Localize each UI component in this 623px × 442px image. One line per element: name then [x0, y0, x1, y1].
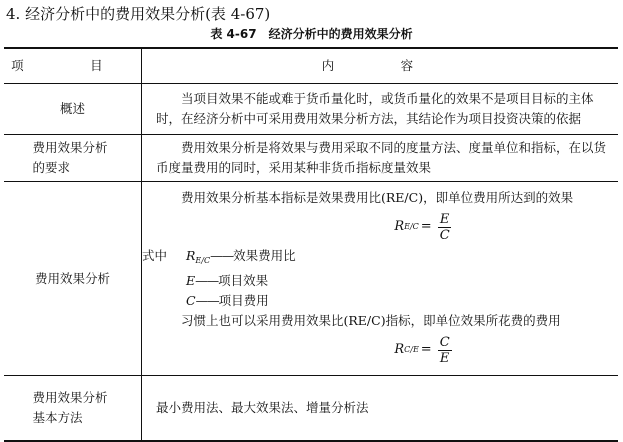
- row-label: 费用效果分析: [4, 182, 142, 376]
- table-row: [4, 135, 618, 182]
- header-item: 项 目: [4, 48, 142, 84]
- table-row: [4, 84, 618, 135]
- table-title: 经济分析中的费用效果分析: [268, 27, 413, 41]
- cost-effectiveness-table: [4, 47, 618, 442]
- table-header-row: [4, 48, 618, 84]
- row-label: 费用效果分析基本方法: [4, 376, 142, 442]
- row-content: [142, 182, 619, 376]
- outro-text: 习惯上也可以采用费用效果比(RE/C)指标，即单位效果所花费的费用: [181, 313, 561, 328]
- section-heading: 4. 经济分析中的费用效果分析(表 4-67): [6, 5, 271, 23]
- table-row: [4, 376, 618, 442]
- table-number: 表 4-67: [210, 27, 257, 41]
- header-content: 内 容: [142, 48, 619, 84]
- row-label: 费用效果分析的要求: [4, 135, 142, 182]
- row-content: 费用效果分析是将效果与费用采取不同的度量方法、度量单位和指标，在以货币度量费用的同时，采用某种非货币指标度量效果: [142, 135, 619, 182]
- intro-text: 费用效果分析基本指标是效果费用比(RE/C)，即单位费用所达到的效果: [181, 190, 574, 205]
- table-row: [4, 182, 618, 376]
- row-content: 最小费用法、最大效果法、增量分析法: [142, 376, 619, 442]
- row-content: 当项目效果不能或难于货币量化时，或货币量化的效果不是项目目标的主体时，在经济分析中可采用费用效果分析方法，其结论作为项目投资决策的依据: [142, 84, 619, 135]
- table-caption: [0, 26, 623, 42]
- formula-cost-ratio: R C/E = $\frac{C}{E}$: [394, 334, 450, 366]
- row-label: 概述: [4, 84, 142, 135]
- formula-efficiency-ratio: R E/C = $\frac{E}{C}$: [394, 211, 450, 243]
- formula-definitions: 式中 $R_{E/C}——$效果费用比 E——项目效果 C——项目费用: [142, 248, 296, 308]
- defs-lead: 式中: [142, 248, 168, 263]
